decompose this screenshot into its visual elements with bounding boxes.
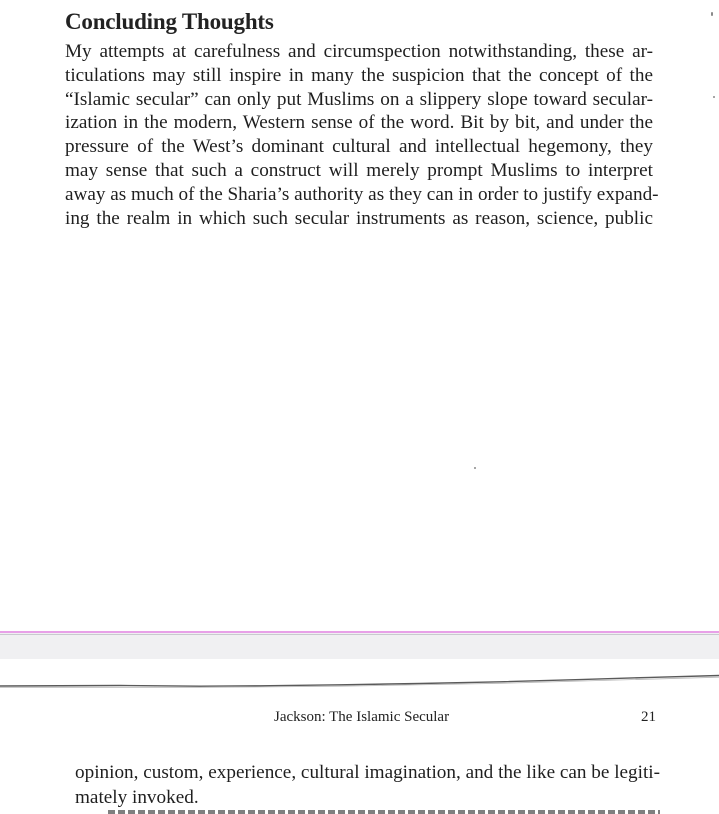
page-21 xyxy=(0,659,719,814)
body-paragraph-continued xyxy=(75,760,659,810)
text-line: ing the realm in which such secular instruments as reason, science, public xyxy=(65,207,653,229)
text-line: pressure of the West’s dominant cultural and intellectual hegemony, they xyxy=(65,136,653,158)
text-line: mately invoked. xyxy=(75,787,199,808)
page-separator-line xyxy=(0,631,719,633)
text-line: away as much of the Sharia’s authority as they can in order to justify expand- xyxy=(65,183,659,205)
page-separator-shadow xyxy=(0,634,719,635)
section-heading: Concluding Thoughts xyxy=(65,9,274,34)
text-line: ticulations may still inspire in many the suspicion that the concept of the xyxy=(65,64,653,86)
page-number: 21 xyxy=(641,709,656,725)
running-title: Jackson: The Islamic Secular xyxy=(274,709,450,725)
cut-off-text-line xyxy=(108,808,660,814)
text-line: opinion, custom, experience, cultural imagination, and the like can be legiti- xyxy=(75,762,661,783)
scan-speck xyxy=(711,12,713,16)
text-line: may sense that such a construct will merely prompt Muslims to interpret xyxy=(65,159,653,181)
text-line: “Islamic secular” can only put Muslims on a slippery slope toward secular- xyxy=(65,88,653,110)
page-separator xyxy=(0,631,719,659)
text-line: My attempts at carefulness and circumspection notwithstanding, these ar- xyxy=(65,41,653,62)
scan-speck xyxy=(713,96,715,98)
body-paragraph xyxy=(65,40,659,230)
running-head xyxy=(0,709,719,729)
text-line: ization in the modern, Western sense of the word. Bit by bit, and under the xyxy=(65,112,653,134)
scan-edge-line xyxy=(0,659,719,699)
scan-speck xyxy=(474,467,476,469)
